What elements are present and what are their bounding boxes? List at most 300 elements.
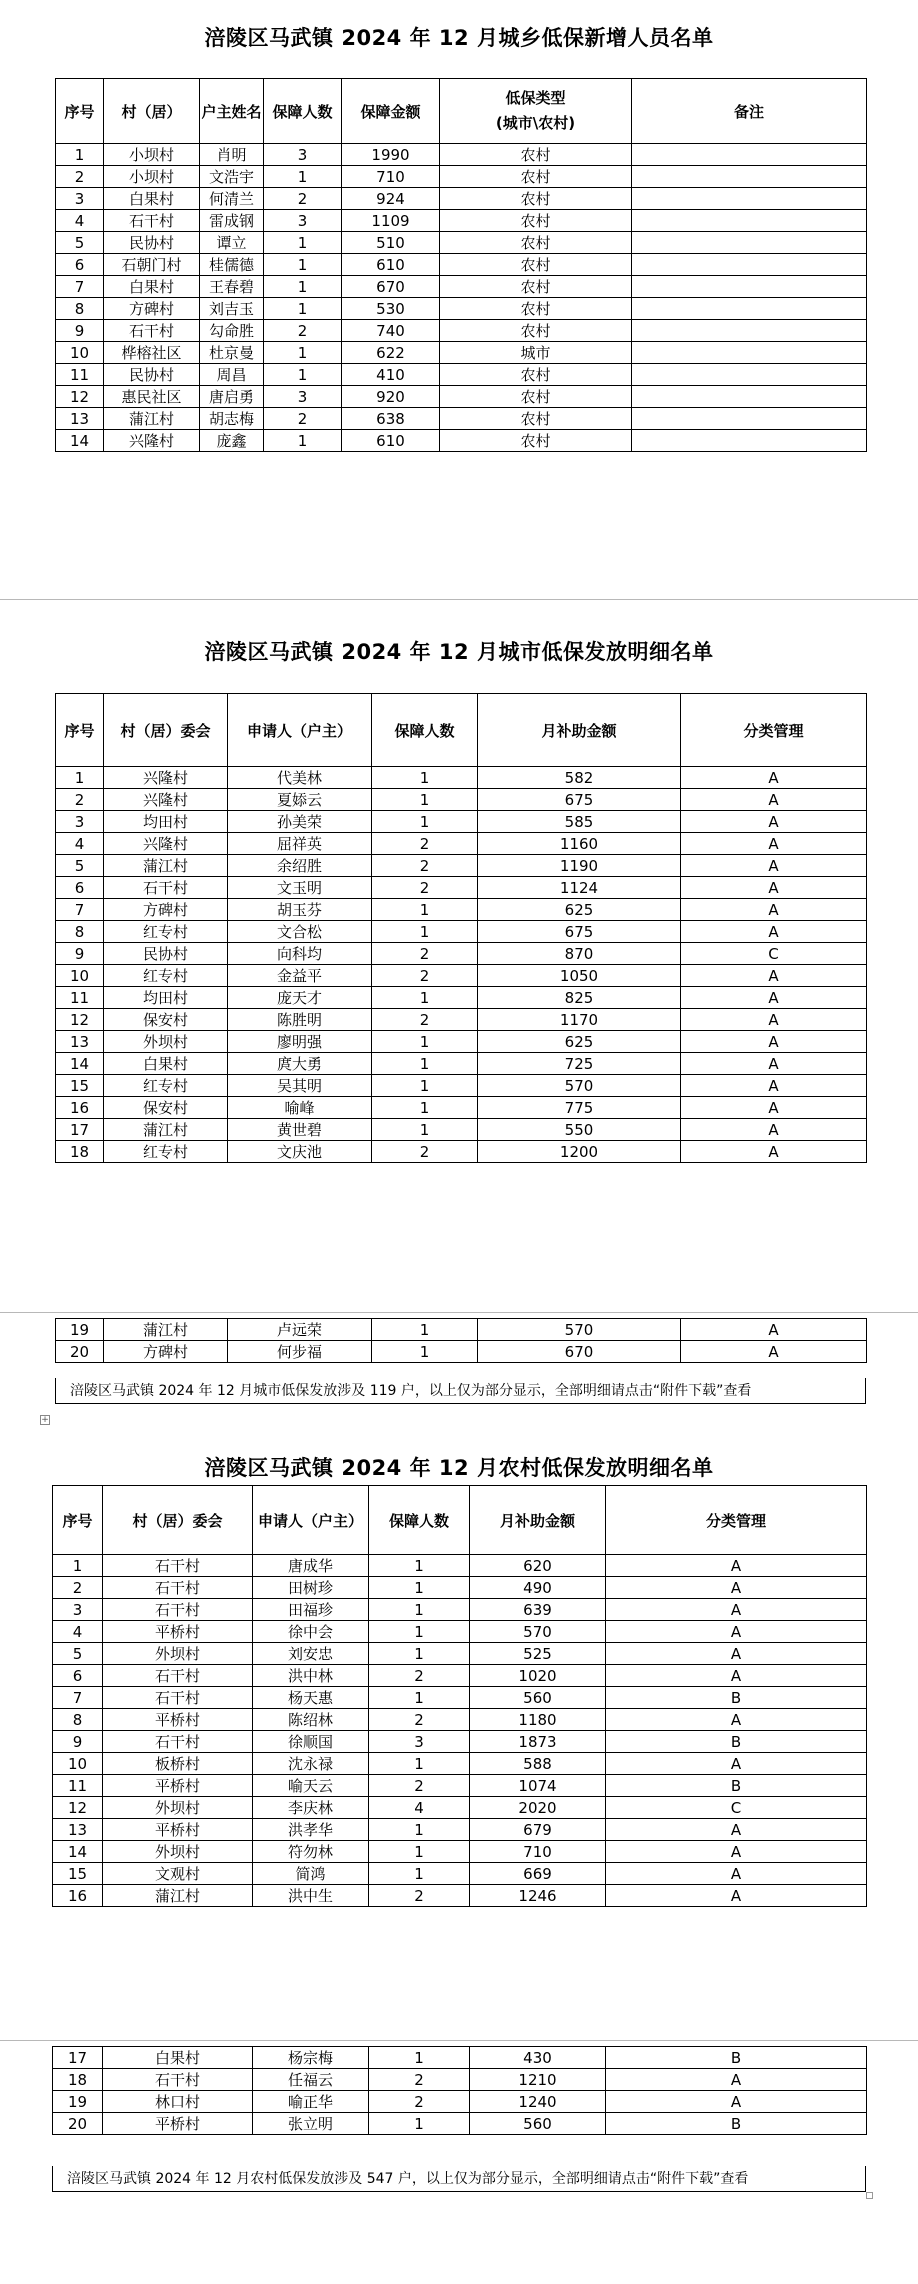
table-row bbox=[56, 232, 867, 254]
table-cell: 3 bbox=[264, 210, 342, 232]
table-row bbox=[53, 1577, 867, 1599]
table-cell: 525 bbox=[470, 1643, 606, 1665]
table-cell: 均田村 bbox=[104, 987, 228, 1009]
table-row bbox=[53, 1863, 867, 1885]
table-cell: 740 bbox=[342, 320, 440, 342]
header-covered-persons: 保障人数 bbox=[369, 1486, 470, 1555]
table-cell: 保安村 bbox=[104, 1097, 228, 1119]
table-cell: 669 bbox=[470, 1863, 606, 1885]
table-cell: 1 bbox=[369, 1555, 470, 1577]
table-cell: 570 bbox=[470, 1621, 606, 1643]
table-cell: 1 bbox=[372, 767, 478, 789]
table-cell: B bbox=[606, 1687, 867, 1709]
table-cell: 唐启勇 bbox=[200, 386, 264, 408]
table-cell: 1109 bbox=[342, 210, 440, 232]
table-row bbox=[56, 987, 867, 1009]
table-move-handle-icon[interactable]: + bbox=[41, 1415, 49, 1425]
table-cell: A bbox=[606, 2091, 867, 2113]
table-row bbox=[53, 2047, 867, 2069]
table-cell: 14 bbox=[53, 1841, 103, 1863]
table-cell: 1074 bbox=[470, 1775, 606, 1797]
table-cell: 红专村 bbox=[104, 1141, 228, 1163]
table-cell: 1 bbox=[369, 1643, 470, 1665]
table-cell: 12 bbox=[56, 1009, 104, 1031]
table-cell: 3 bbox=[56, 811, 104, 833]
header-monthly-subsidy: 月补助金额 bbox=[470, 1486, 606, 1555]
table-cell: 510 bbox=[342, 232, 440, 254]
table-cell: 10 bbox=[56, 965, 104, 987]
table-cell: 1 bbox=[372, 1341, 478, 1363]
table-cell: 1 bbox=[372, 1097, 478, 1119]
table-cell bbox=[632, 298, 867, 320]
table-cell: 17 bbox=[56, 1119, 104, 1141]
table-cell: 924 bbox=[342, 188, 440, 210]
table-cell: 喻天云 bbox=[253, 1775, 369, 1797]
header-index: 序号 bbox=[53, 1486, 103, 1555]
table-cell: 710 bbox=[342, 166, 440, 188]
table-cell: 1020 bbox=[470, 1665, 606, 1687]
table-cell: 1240 bbox=[470, 2091, 606, 2113]
table-cell: 白果村 bbox=[104, 1053, 228, 1075]
table-cell: 蒲江村 bbox=[104, 855, 228, 877]
table-cell: 外坝村 bbox=[104, 1031, 228, 1053]
table-cell: A bbox=[681, 1075, 867, 1097]
table-cell: 田福珍 bbox=[253, 1599, 369, 1621]
table-cell: 18 bbox=[53, 2069, 103, 2091]
table-cell: 20 bbox=[53, 2113, 103, 2135]
header-type bbox=[440, 79, 632, 144]
table-cell: 杨宗梅 bbox=[253, 2047, 369, 2069]
table-row bbox=[53, 1643, 867, 1665]
table-row bbox=[53, 2069, 867, 2091]
table-cell: A bbox=[681, 855, 867, 877]
table-cell: 何清兰 bbox=[200, 188, 264, 210]
table-cell: 4 bbox=[53, 1621, 103, 1643]
table-cell: 6 bbox=[53, 1665, 103, 1687]
table-cell: 7 bbox=[56, 276, 104, 298]
table-cell: 638 bbox=[342, 408, 440, 430]
table-cell: 17 bbox=[53, 2047, 103, 2069]
table-cell: 1 bbox=[369, 1599, 470, 1621]
table-row bbox=[53, 1775, 867, 1797]
table-cell: 588 bbox=[470, 1753, 606, 1775]
table-cell: 18 bbox=[56, 1141, 104, 1163]
section3-title: 涪陵区马武镇 2024 年 12 月农村低保发放明细名单 bbox=[204, 1456, 714, 1480]
table-cell: 550 bbox=[478, 1119, 681, 1141]
table-cell: 675 bbox=[478, 921, 681, 943]
table-row bbox=[56, 1141, 867, 1163]
table-cell: 5 bbox=[53, 1643, 103, 1665]
table-row bbox=[56, 188, 867, 210]
header-covered-persons: 保障人数 bbox=[264, 79, 342, 144]
table-cell: B bbox=[606, 2047, 867, 2069]
table-cell: 农村 bbox=[440, 254, 632, 276]
table-cell: 蒲江村 bbox=[103, 1885, 253, 1907]
table-row bbox=[56, 767, 867, 789]
table-cell: 唐成华 bbox=[253, 1555, 369, 1577]
table-cell: A bbox=[681, 1341, 867, 1363]
table-cell: 小坝村 bbox=[104, 166, 200, 188]
table-cell: 1180 bbox=[470, 1709, 606, 1731]
table-cell: 刘吉玉 bbox=[200, 298, 264, 320]
table-cell: 平桥村 bbox=[103, 1775, 253, 1797]
table-row bbox=[53, 1841, 867, 1863]
header-village-committee: 村（居）委会 bbox=[104, 694, 228, 767]
table-cell: 14 bbox=[56, 430, 104, 452]
table-cell: 679 bbox=[470, 1819, 606, 1841]
table-cell: 石干村 bbox=[103, 1731, 253, 1753]
table-row bbox=[56, 833, 867, 855]
table-row bbox=[53, 1797, 867, 1819]
table-cell: 吴其明 bbox=[228, 1075, 372, 1097]
table-cell: 1 bbox=[372, 921, 478, 943]
table-cell: 红专村 bbox=[104, 921, 228, 943]
table-row bbox=[53, 1885, 867, 1907]
table-cell: 民协村 bbox=[104, 943, 228, 965]
table-cell: 平桥村 bbox=[103, 1709, 253, 1731]
table-cell: 2 bbox=[372, 833, 478, 855]
table-cell bbox=[632, 254, 867, 276]
table-cell: 6 bbox=[56, 254, 104, 276]
table-cell: 何步福 bbox=[228, 1341, 372, 1363]
table-cell: 胡志梅 bbox=[200, 408, 264, 430]
table-cell: 板桥村 bbox=[103, 1753, 253, 1775]
table-cell: 洪中林 bbox=[253, 1665, 369, 1687]
table-cell: A bbox=[681, 1319, 867, 1341]
header-type-line2: (城市\农村) bbox=[495, 114, 576, 132]
table-cell: 白果村 bbox=[104, 276, 200, 298]
table-cell: A bbox=[606, 1643, 867, 1665]
table-row bbox=[56, 210, 867, 232]
table-cell: 1200 bbox=[478, 1141, 681, 1163]
table-resize-handle-icon[interactable] bbox=[866, 2192, 873, 2199]
table-cell: 710 bbox=[470, 1841, 606, 1863]
table-cell: 4 bbox=[369, 1797, 470, 1819]
table-cell: 代美林 bbox=[228, 767, 372, 789]
table-cell: 文浩宇 bbox=[200, 166, 264, 188]
table-cell: 2 bbox=[369, 1775, 470, 1797]
table-row bbox=[56, 1031, 867, 1053]
table-cell: 刘安忠 bbox=[253, 1643, 369, 1665]
table-cell: A bbox=[606, 1665, 867, 1687]
table-cell: A bbox=[606, 1863, 867, 1885]
table-cell: 农村 bbox=[440, 320, 632, 342]
table-cell: 林口村 bbox=[103, 2091, 253, 2113]
table-cell: B bbox=[606, 1775, 867, 1797]
table-cell: 13 bbox=[56, 408, 104, 430]
table-row bbox=[53, 1731, 867, 1753]
table-cell: 田树珍 bbox=[253, 1577, 369, 1599]
table-row bbox=[53, 1753, 867, 1775]
table-row bbox=[53, 1709, 867, 1731]
table-cell: A bbox=[681, 1053, 867, 1075]
table-cell: A bbox=[681, 921, 867, 943]
table-row bbox=[56, 320, 867, 342]
table-cell: 徐中会 bbox=[253, 1621, 369, 1643]
table-cell: 670 bbox=[478, 1341, 681, 1363]
header-index: 序号 bbox=[56, 79, 104, 144]
table-cell bbox=[632, 430, 867, 452]
table-cell: 肖明 bbox=[200, 144, 264, 166]
table-cell: 洪孝华 bbox=[253, 1819, 369, 1841]
table-cell: A bbox=[681, 987, 867, 1009]
table-cell: 石干村 bbox=[103, 1665, 253, 1687]
table-cell: 周昌 bbox=[200, 364, 264, 386]
section2-title: 涪陵区马武镇 2024 年 12 月城市低保发放明细名单 bbox=[204, 640, 714, 664]
table-cell: 11 bbox=[53, 1775, 103, 1797]
table-cell: 兴隆村 bbox=[104, 789, 228, 811]
table-cell: 2 bbox=[56, 166, 104, 188]
table-cell: 白果村 bbox=[104, 188, 200, 210]
table-cell: 530 bbox=[342, 298, 440, 320]
table-cell: 1 bbox=[369, 2047, 470, 2069]
header-index: 序号 bbox=[56, 694, 104, 767]
table-cell: 石干村 bbox=[103, 1687, 253, 1709]
table-cell: 惠民社区 bbox=[104, 386, 200, 408]
table-row bbox=[56, 386, 867, 408]
table-cell: 490 bbox=[470, 1577, 606, 1599]
table-cell: A bbox=[681, 811, 867, 833]
table-cell: 农村 bbox=[440, 386, 632, 408]
table-cell: 蒲江村 bbox=[104, 1119, 228, 1141]
table-cell bbox=[632, 386, 867, 408]
table-cell: 屈祥英 bbox=[228, 833, 372, 855]
table-cell: 9 bbox=[53, 1731, 103, 1753]
header-classification: 分类管理 bbox=[681, 694, 867, 767]
table-row bbox=[56, 1119, 867, 1141]
table-cell: 平桥村 bbox=[103, 1819, 253, 1841]
table-cell bbox=[632, 320, 867, 342]
table-cell: A bbox=[681, 833, 867, 855]
table-cell: A bbox=[681, 1031, 867, 1053]
table-cell: 10 bbox=[56, 342, 104, 364]
table-cell: 石干村 bbox=[103, 1555, 253, 1577]
table-row bbox=[56, 1097, 867, 1119]
table-cell: 1 bbox=[264, 298, 342, 320]
table-cell: 2 bbox=[264, 408, 342, 430]
header-applicant: 申请人（户主） bbox=[228, 694, 372, 767]
table-row bbox=[53, 1555, 867, 1577]
table-cell: 廖明强 bbox=[228, 1031, 372, 1053]
header-covered-persons: 保障人数 bbox=[372, 694, 478, 767]
table-cell: 2 bbox=[264, 188, 342, 210]
table-cell: 陈胜明 bbox=[228, 1009, 372, 1031]
table-cell: 石干村 bbox=[103, 2069, 253, 2091]
table-cell: 方碑村 bbox=[104, 899, 228, 921]
table-cell: 1 bbox=[372, 1119, 478, 1141]
table-cell: 民协村 bbox=[104, 232, 200, 254]
table-cell: 民协村 bbox=[104, 364, 200, 386]
table-cell bbox=[632, 408, 867, 430]
table-cell: A bbox=[681, 789, 867, 811]
page-separator bbox=[0, 599, 918, 600]
table-cell: 2 bbox=[372, 1141, 478, 1163]
table-cell: 符勿林 bbox=[253, 1841, 369, 1863]
table-cell: 2 bbox=[369, 1709, 470, 1731]
table-cell: 920 bbox=[342, 386, 440, 408]
table-cell: 3 bbox=[56, 188, 104, 210]
table-row bbox=[56, 276, 867, 298]
header-applicant: 申请人（户主） bbox=[253, 1486, 369, 1555]
table-cell: 622 bbox=[342, 342, 440, 364]
table-cell: 1 bbox=[369, 1621, 470, 1643]
table-cell: 兴隆村 bbox=[104, 767, 228, 789]
table-cell: A bbox=[606, 1555, 867, 1577]
table-cell: 方碑村 bbox=[104, 1341, 228, 1363]
table-cell: 洪中生 bbox=[253, 1885, 369, 1907]
table-cell: 9 bbox=[56, 943, 104, 965]
table-cell: 1 bbox=[264, 232, 342, 254]
table-cell bbox=[632, 232, 867, 254]
table-row bbox=[56, 364, 867, 386]
table-cell: 任福云 bbox=[253, 2069, 369, 2091]
table-cell: 8 bbox=[56, 921, 104, 943]
table-cell: A bbox=[606, 1753, 867, 1775]
rural-allowance-table bbox=[52, 1485, 867, 1907]
table-cell: 农村 bbox=[440, 166, 632, 188]
table-cell: 方碑村 bbox=[104, 298, 200, 320]
table-cell: 庞鑫 bbox=[200, 430, 264, 452]
table-cell: A bbox=[681, 899, 867, 921]
table-cell: 外坝村 bbox=[103, 1841, 253, 1863]
table-cell: 蒲江村 bbox=[104, 408, 200, 430]
table-cell: 15 bbox=[53, 1863, 103, 1885]
table-row bbox=[56, 298, 867, 320]
table-cell: 6 bbox=[56, 877, 104, 899]
table-cell: 小坝村 bbox=[104, 144, 200, 166]
table-cell: 农村 bbox=[440, 188, 632, 210]
table-cell: 喻正华 bbox=[253, 2091, 369, 2113]
table-cell bbox=[632, 342, 867, 364]
table-cell: 1 bbox=[56, 144, 104, 166]
header-monthly-subsidy: 月补助金额 bbox=[478, 694, 681, 767]
table-cell: 农村 bbox=[440, 276, 632, 298]
table-row bbox=[56, 1075, 867, 1097]
table-cell: 620 bbox=[470, 1555, 606, 1577]
table-cell bbox=[632, 364, 867, 386]
table-row bbox=[56, 965, 867, 987]
table-cell: 1 bbox=[369, 1819, 470, 1841]
table-cell: 870 bbox=[478, 943, 681, 965]
table-cell: 2020 bbox=[470, 1797, 606, 1819]
table-cell: 文观村 bbox=[103, 1863, 253, 1885]
table-cell: 红专村 bbox=[104, 1075, 228, 1097]
table-cell: 1 bbox=[372, 789, 478, 811]
table-cell: 775 bbox=[478, 1097, 681, 1119]
table-cell: 喻峰 bbox=[228, 1097, 372, 1119]
table-cell: 石干村 bbox=[104, 210, 200, 232]
table-cell: 13 bbox=[56, 1031, 104, 1053]
table-cell: 1 bbox=[372, 1053, 478, 1075]
table-cell: 1 bbox=[264, 166, 342, 188]
table-cell: 农村 bbox=[440, 144, 632, 166]
table-cell: 石干村 bbox=[104, 877, 228, 899]
table-cell: 徐顺国 bbox=[253, 1731, 369, 1753]
table-cell: 2 bbox=[369, 1885, 470, 1907]
table-row bbox=[56, 166, 867, 188]
table-cell: 670 bbox=[342, 276, 440, 298]
table-cell: 5 bbox=[56, 232, 104, 254]
table-cell: 8 bbox=[53, 1709, 103, 1731]
table-cell: 8 bbox=[56, 298, 104, 320]
table-row bbox=[56, 855, 867, 877]
table-cell: 2 bbox=[372, 877, 478, 899]
table-cell: 1 bbox=[369, 1577, 470, 1599]
table-cell: 夏婖云 bbox=[228, 789, 372, 811]
table-cell: 585 bbox=[478, 811, 681, 833]
table-cell: 2 bbox=[56, 789, 104, 811]
table-row bbox=[56, 899, 867, 921]
table-row bbox=[56, 921, 867, 943]
table-cell: 19 bbox=[53, 2091, 103, 2113]
table-row bbox=[56, 1053, 867, 1075]
table-row bbox=[53, 1819, 867, 1841]
table-cell: 向科均 bbox=[228, 943, 372, 965]
page-separator bbox=[0, 1312, 918, 1313]
table-cell: 9 bbox=[56, 320, 104, 342]
table-row bbox=[53, 1687, 867, 1709]
table-cell: 白果村 bbox=[103, 2047, 253, 2069]
table-cell: 农村 bbox=[440, 210, 632, 232]
table-cell: 石朝门村 bbox=[104, 254, 200, 276]
table-cell: 雷成钢 bbox=[200, 210, 264, 232]
table-cell: 均田村 bbox=[104, 811, 228, 833]
rural-allowance-table-continued bbox=[52, 2046, 867, 2135]
table-cell: 3 bbox=[53, 1599, 103, 1621]
table-cell: 1160 bbox=[478, 833, 681, 855]
table-cell: 平桥村 bbox=[103, 2113, 253, 2135]
table-cell: 2 bbox=[369, 1665, 470, 1687]
table-cell: 外坝村 bbox=[103, 1797, 253, 1819]
table-cell: 1 bbox=[56, 767, 104, 789]
table-cell: 1 bbox=[372, 1031, 478, 1053]
table-cell: 14 bbox=[56, 1053, 104, 1075]
urban-summary-note: 涪陵区马武镇 2024 年 12 月城市低保发放涉及 119 户，以上仅为部分显示，全部明细请点击“附件下载”查看 bbox=[55, 1378, 866, 1404]
table-cell: 1 bbox=[369, 1753, 470, 1775]
table-row bbox=[56, 430, 867, 452]
table-cell: 1124 bbox=[478, 877, 681, 899]
table-cell: 文合松 bbox=[228, 921, 372, 943]
table-cell: 1170 bbox=[478, 1009, 681, 1031]
table-cell: 2 bbox=[53, 1577, 103, 1599]
table-cell: A bbox=[606, 1621, 867, 1643]
header-type-line1: 低保类型 bbox=[505, 89, 566, 107]
table-row bbox=[56, 877, 867, 899]
table-cell: 4 bbox=[56, 210, 104, 232]
table-cell: 庹大勇 bbox=[228, 1053, 372, 1075]
table-cell: 红专村 bbox=[104, 965, 228, 987]
table-cell: 675 bbox=[478, 789, 681, 811]
section1-title: 涪陵区马武镇 2024 年 12 月城乡低保新增人员名单 bbox=[204, 26, 714, 50]
table-cell: A bbox=[606, 1577, 867, 1599]
table-row bbox=[56, 1341, 867, 1363]
table-cell: 582 bbox=[478, 767, 681, 789]
table-cell: A bbox=[681, 1119, 867, 1141]
header-classification: 分类管理 bbox=[606, 1486, 867, 1555]
header-village-committee: 村（居）委会 bbox=[103, 1486, 253, 1555]
table-cell: 13 bbox=[53, 1819, 103, 1841]
table-row bbox=[56, 811, 867, 833]
table-cell: 陈绍林 bbox=[253, 1709, 369, 1731]
table-cell: 20 bbox=[56, 1341, 104, 1363]
table-cell bbox=[632, 188, 867, 210]
table-cell: 2 bbox=[372, 965, 478, 987]
table-cell: A bbox=[681, 1097, 867, 1119]
table-cell: A bbox=[606, 1599, 867, 1621]
table-cell: 1 bbox=[372, 987, 478, 1009]
table-cell bbox=[632, 166, 867, 188]
table-cell: 桦榕社区 bbox=[104, 342, 200, 364]
